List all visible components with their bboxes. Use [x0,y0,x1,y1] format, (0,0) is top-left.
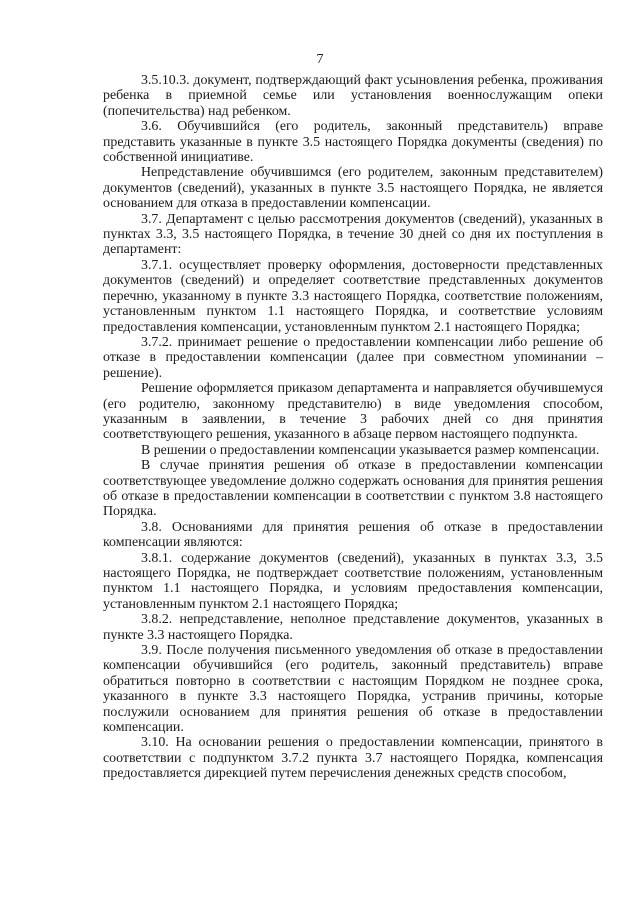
paragraph-3-7-1: 3.7.1. осуществляет проверку оформления, достоверности представленных документов (сведений) и определяет соответствие представленных документов перечню, указанному в пункте 3.3 настоящего Порядка, соответствие положениям, установленным пунктом 1.1 настоящего Порядка, и соответствие условиям предоставления компенсации, установленным пунктом 2.1 настоящего Порядка; [103,257,603,335]
paragraph-3-6-note: Непредставление обучившимся (его родителем, законным представителем) документов (сведений), указанных в пункте 3.5 настоящего Порядка, не является основанием для отказа в предоставлении компенсации. [103,165,603,212]
paragraph-3-8-1: 3.8.1. содержание документов (сведений), указанных в пунктах 3.3, 3.5 настоящего Порядка, не подтверждает соответствие положениям, установленным пунктом 1.1 настоящего Порядка, и условиям предоставления компенсации, установленным пунктом 2.1 настоящего Порядка; [103,550,603,612]
page-number: 7 [316,52,324,67]
paragraph-3-7-2: 3.7.2. принимает решение о предоставлении компенсации либо решение об отказе в предоставлении компенсации (далее при совместном упоминании – решение). [103,334,603,381]
paragraph-3-5-10-3: 3.5.10.3. документ, подтверждающий факт усыновления ребенка, проживания ребенка в приемной семье или установления военнослужащим опеки (попечительства) над ребенком. [103,73,603,119]
paragraph-refusal-notice: В случае принятия решения об отказе в предоставлении компенсации соответствующее уведомление должно содержать основания для принятия решения об отказе в предоставлении компенсации в соответствии с пунктом 3.8 настоящего Порядка. [103,458,603,520]
document-body [103,73,603,782]
paragraph-3-9: 3.9. После получения письменного уведомления об отказе в предоставлении компенсации обучившийся (его родитель, законный представитель) вправе обратиться повторно в соответствии с настоящим Порядком не позднее срока, указанного в пункте 3.3 настоящего Порядка, устранив причины, которые послужили основанием для принятия решения об отказе в предоставлении компенсации. [103,643,603,736]
paragraph-3-6: 3.6. Обучившийся (его родитель, законный представитель) вправе представить указанные в пункте 3.5 настоящего Порядка документы (сведения) по собственной инициативе. [103,119,603,166]
paragraph-3-10: 3.10. На основании решения о предоставлении компенсации, принятого в соответствии с подпунктом 3.7.2 пункта 3.7 настоящего Порядка, компенсация предоставляется дирекцией путем перечисления денежных средств способом, [103,735,603,782]
paragraph-decision-amount: В решении о предоставлении компенсации указывается размер компенсации. [141,442,600,458]
paragraph-3-7: 3.7. Департамент с целью рассмотрения документов (сведений), указанных в пунктах 3.3, 3.5 настоящего Порядка, в течение 30 дней со дня их поступления в департамент: [103,211,603,258]
paragraph-decision-notice: Решение оформляется приказом департамента и направляется обучившемуся (его родителю, законному представителю) в виде уведомления способом, указанным в заявлении, в течение 3 рабочих дней со дня принятия соответствующего решения, указанного в абзаце первом настоящего подпункта. [103,381,603,443]
paragraph-3-8: 3.8. Основаниями для принятия решения об отказе в предоставлении компенсации являются: [103,519,603,551]
paragraph-3-8-2: 3.8.2. непредставление, неполное представление документов, указанных в пункте 3.3 настоящего Порядка. [103,612,603,643]
